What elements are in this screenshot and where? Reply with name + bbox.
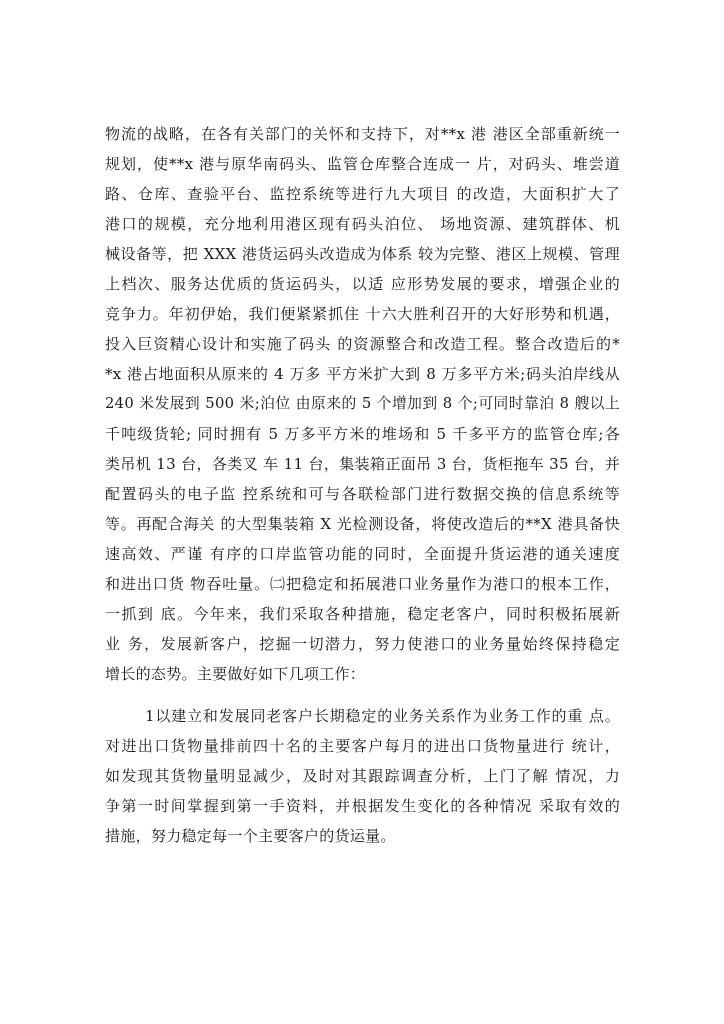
paragraph-line: 一抓到 底。今年来，我们采取各种措施，稳定老客户，同时积极拓展新	[105, 605, 620, 623]
paragraph-line: 物流的战略，在各有关部门的关怀和支持下，对**x 港 港区全部重新统一	[105, 125, 620, 143]
paragraph-line: 和进出口货 物吞吐量。㈡把稳定和拓展港口业务量作为港口的根本工作，	[105, 575, 620, 593]
paragraph-line: 如发现其货物量明显减少，及时对其跟踪调查分析，上门了解 情况，力	[105, 767, 620, 785]
paragraph-line: 千吨级货轮; 同时拥有 5 万多平方米的堆场和 5 千多平方的监管仓库;各	[105, 425, 620, 443]
paragraph-line: 对进出口货物量排前四十名的主要客户每月的进出口货物量进行 统计，	[105, 737, 620, 755]
paragraph-line: 竞争力。年初伊始，我们便紧紧抓住 十六大胜利召开的大好形势和机遇，	[105, 305, 620, 323]
paragraph-line: 1以建立和发展同老客户长期稳定的业务关系作为业务工作的重 点。	[145, 707, 620, 725]
paragraph-line: 争第一时间掌握到第一手资料，并根据发生变化的各种情况 采取有效的	[105, 797, 620, 815]
paragraph-line: 240 米发展到 500 米;泊位 由原来的 5 个增加到 8 个;可同时靠泊 8 艘以上	[105, 395, 620, 412]
paragraph-line: 上档次、服务达优质的货运码头，以适 应形势发展的要求，增强企业的	[105, 275, 620, 293]
paragraph-line: 业 务，发展新客户，挖掘一切潜力，努力使港口的业务量始终保持稳定	[105, 635, 620, 653]
paragraph-line: 投入巨资精心设计和实施了码头 的资源整合和改造工程。整合改造后的*	[105, 335, 620, 353]
paragraph-line: 路、仓库、查验平台、监控系统等进行九大项目 的改造，大面积扩大了	[105, 185, 620, 203]
paragraph-line: 规划，使**x 港与原华南码头、监管仓库整合连成一 片，对码头、堆尝道	[105, 155, 620, 173]
paragraph-line: 等。再配合海关 的大型集装箱 X 光检测设备，将使改造后的**X 港具备快	[105, 515, 620, 533]
paragraph-line: *x 港占地面积从原来的 4 万多 平方米扩大到 8 万多平方米;码头泊岸线从	[105, 365, 620, 383]
paragraph-line: 速高效、严谨 有序的口岸监管功能的同时，全面提升货运港的通关速度	[105, 545, 620, 563]
paragraph-line: 械设备等，把 XXX 港货运码头改造成为体系 较为完整、港区上规模、管理	[105, 245, 620, 263]
paragraph-line: 类吊机 13 台，各类叉 车 11 台，集装箱正面吊 3 台，货柜拖车 35 台，并	[105, 455, 620, 473]
paragraph-line: 配置码头的电子监 控系统和可与各联检部门进行数据交换的信息系统等	[105, 485, 620, 503]
paragraph-line: 增长的态势。主要做好如下几项工作：	[105, 665, 366, 683]
paragraph-line: 港口的规模，充分地利用港区现有码头泊位、 场地资源、建筑群体、机	[105, 215, 620, 233]
paragraph-line: 措施，努力稳定每一个主要客户的货运量。	[105, 827, 396, 845]
